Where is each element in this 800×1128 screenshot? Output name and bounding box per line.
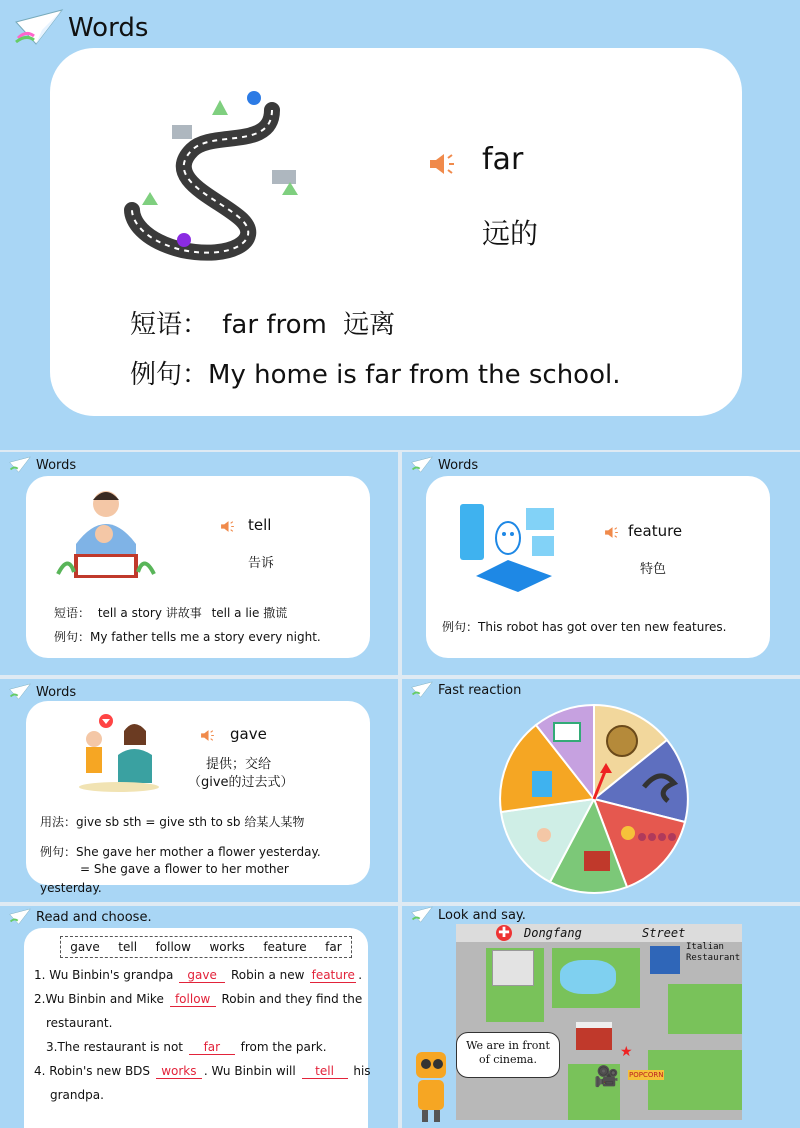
popcorn-label: POPCORN xyxy=(629,1071,664,1079)
question-text: his xyxy=(349,1064,371,1078)
answer-blank[interactable]: gave xyxy=(179,969,225,983)
question-text: from the park. xyxy=(236,1040,327,1054)
paper-plane-icon xyxy=(8,683,32,701)
slide-title xyxy=(8,908,152,926)
speech-bubble xyxy=(456,1032,560,1078)
usage-line xyxy=(40,813,304,830)
answer-blank[interactable]: feature xyxy=(311,968,355,982)
question-text: . xyxy=(358,968,363,982)
slide-title xyxy=(8,683,76,701)
paper-plane-icon xyxy=(8,456,32,474)
paper-plane-icon xyxy=(410,681,434,699)
slide-far xyxy=(0,0,800,450)
film-camera-icon: 🎥 xyxy=(594,1064,619,1088)
spinning-wheel[interactable] xyxy=(498,703,690,895)
map-pond xyxy=(560,960,616,994)
example-text: My home is far from the school. xyxy=(208,360,621,390)
slide-look-and-say xyxy=(402,906,800,1128)
word-text: tell xyxy=(248,516,272,534)
phrase-line xyxy=(130,304,395,341)
phrase-text: far from xyxy=(222,310,327,340)
speaker-icon[interactable] xyxy=(200,729,216,742)
question-text: 1. Wu Binbin's grandpa xyxy=(34,968,178,982)
example-label: 例句： xyxy=(54,630,91,644)
word-meaning: 提供；交给 xyxy=(206,757,272,772)
speaker-icon[interactable] xyxy=(604,526,620,539)
speaker-icon[interactable] xyxy=(220,520,236,533)
slide-title xyxy=(410,681,521,699)
example-line xyxy=(40,843,321,860)
restaurant-label: Italian Restaurant xyxy=(686,942,741,963)
answer-blank[interactable]: follow xyxy=(170,993,216,1007)
example-text-1: She gave her mother a flower yesterday. xyxy=(76,845,321,859)
example-text: My father tells me a story every night. xyxy=(90,630,321,644)
girl-giving-flower-illustration xyxy=(74,705,164,793)
slide-title xyxy=(410,906,526,924)
phrase-1: tell a story xyxy=(97,606,162,620)
example-text-2: = She gave a flower to her mother xyxy=(80,862,289,876)
paper-plane-icon xyxy=(410,906,434,924)
question-text: 3.The restaurant is not xyxy=(46,1040,187,1054)
slide-title-text: Words xyxy=(438,457,479,473)
example-label: 例句： xyxy=(40,845,77,859)
word-bank-item: far xyxy=(325,940,342,954)
question-4-line-2: grandpa. xyxy=(50,1088,104,1102)
word-card xyxy=(426,476,770,658)
slide-title-text: Words xyxy=(68,13,149,43)
hospital-icon: ✚ xyxy=(496,925,512,941)
slide-fast-reaction xyxy=(402,679,800,902)
phrase-label: 短语： xyxy=(130,310,209,340)
question-text: Robin and they find the xyxy=(217,992,363,1006)
word-bank-item: gave xyxy=(70,940,100,954)
slide-title-text: Read and choose. xyxy=(36,909,152,925)
question-4 xyxy=(34,1064,371,1079)
phrase-2: tell a lie xyxy=(211,606,260,620)
street-name-1: Dongfang xyxy=(524,926,582,940)
word-bank-item: tell xyxy=(118,940,138,954)
example-label: 例句： xyxy=(130,360,209,390)
slide-title-text: Words xyxy=(36,457,77,473)
slide-title xyxy=(8,456,76,474)
question-1 xyxy=(34,968,362,983)
father-reading-illustration xyxy=(54,484,158,590)
phrase-2-meaning: 撒谎 xyxy=(263,606,288,620)
usage-label: 用法： xyxy=(40,815,77,829)
question-text: 2.Wu Binbin and Mike xyxy=(34,992,168,1006)
slide-tell xyxy=(0,452,398,675)
answer-blank[interactable]: tell xyxy=(302,1065,348,1079)
map-cinema-building xyxy=(576,1022,612,1050)
word-meaning: 特色 xyxy=(640,562,667,577)
star-icon: ★ xyxy=(620,1044,633,1060)
speaker-icon[interactable] xyxy=(428,152,458,176)
slide-title-text: Words xyxy=(36,684,77,700)
word-card xyxy=(26,476,370,658)
winding-road-illustration xyxy=(122,90,322,270)
phrase-1-meaning: 讲故事 xyxy=(165,606,202,620)
word-text: far xyxy=(482,142,524,177)
word-bank xyxy=(60,936,352,958)
question-2-line-2: restaurant. xyxy=(46,1016,113,1030)
phrase-line xyxy=(54,604,287,621)
example-line xyxy=(54,628,321,645)
slide-read-and-choose xyxy=(0,906,398,1128)
example-line xyxy=(442,618,726,635)
question-text: . Wu Binbin will xyxy=(203,1064,300,1078)
map-grass-bottom xyxy=(648,1050,742,1110)
usage-text: give sb sth = give sth to sb 给某人某物 xyxy=(76,815,305,829)
robot-character xyxy=(408,1046,458,1126)
word-meaning: 告诉 xyxy=(248,556,275,571)
robot-hologram-illustration xyxy=(456,494,560,594)
compass-icon xyxy=(607,726,637,756)
slide-title xyxy=(410,456,478,474)
word-bank-item: follow xyxy=(155,940,191,954)
slide-title-text: Look and say. xyxy=(438,907,526,923)
paper-plane-icon xyxy=(410,456,434,474)
example-label: 例句： xyxy=(442,620,479,634)
map-grass-right xyxy=(668,984,742,1034)
map-hospital-building xyxy=(492,950,534,986)
word-meaning-2: （give的过去式） xyxy=(188,775,294,790)
word-text: feature xyxy=(628,522,683,540)
example-text-3: yesterday. xyxy=(40,881,102,895)
word-text: gave xyxy=(230,725,267,743)
example-line xyxy=(130,354,620,391)
slide-feature xyxy=(402,452,800,675)
word-card xyxy=(26,701,370,885)
slide-title xyxy=(14,8,148,48)
question-text: 4. Robin's new BDS xyxy=(34,1064,154,1078)
street-name-2: Street xyxy=(642,926,686,940)
word-bank-item: works xyxy=(209,940,245,954)
paper-plane-icon xyxy=(14,8,64,48)
question-2 xyxy=(34,992,362,1007)
question-text: Robin a new xyxy=(227,968,309,982)
word-meaning: 远的 xyxy=(482,217,539,250)
slide-title-text: Fast reaction xyxy=(438,682,522,698)
map-restaurant-building xyxy=(650,946,680,974)
slide-gave xyxy=(0,679,398,902)
question-3 xyxy=(46,1040,327,1055)
paper-plane-icon xyxy=(8,908,32,926)
speech-bubble-text: We are in front of cinema. xyxy=(466,1039,550,1066)
word-bank-item: feature xyxy=(263,940,307,954)
answer-blank[interactable]: far xyxy=(189,1041,235,1055)
example-text: This robot has got over ten new features. xyxy=(478,620,727,634)
answer-blank[interactable]: works xyxy=(156,1065,202,1079)
phrase-meaning: 远离 xyxy=(343,310,396,340)
town-map xyxy=(456,924,742,1120)
phrase-label: 短语： xyxy=(54,606,91,620)
word-card xyxy=(50,48,742,416)
